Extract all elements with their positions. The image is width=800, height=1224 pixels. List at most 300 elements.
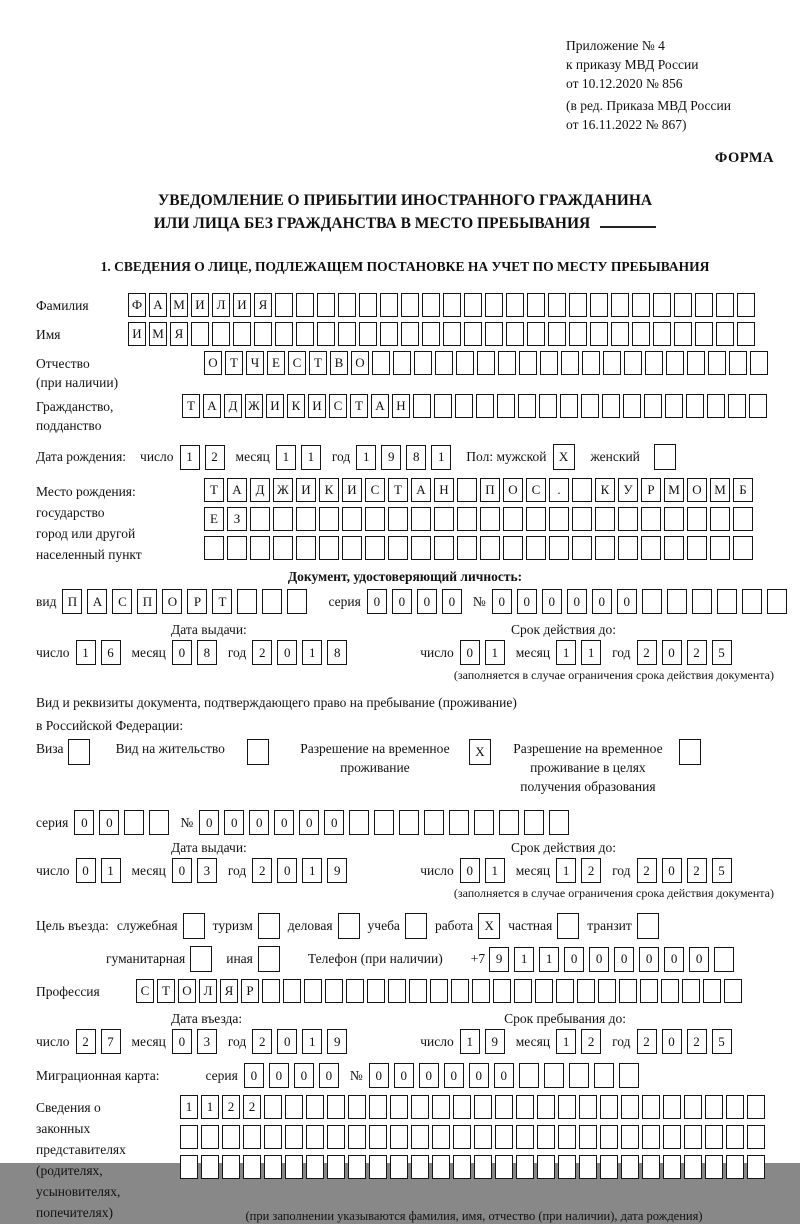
char-cell[interactable] xyxy=(485,293,503,317)
char-cell[interactable] xyxy=(457,536,477,560)
char-cell[interactable]: 2 xyxy=(687,858,707,883)
char-cell[interactable] xyxy=(506,322,524,346)
char-cell[interactable] xyxy=(556,979,574,1003)
char-cell[interactable] xyxy=(485,322,503,346)
char-cell[interactable] xyxy=(703,979,721,1003)
char-cell[interactable] xyxy=(524,810,544,835)
char-cell[interactable] xyxy=(493,979,511,1003)
char-cell[interactable]: Е xyxy=(204,507,224,531)
char-cell[interactable]: X xyxy=(553,444,575,470)
char-cell[interactable]: 1 xyxy=(76,640,96,665)
char-cell[interactable]: С xyxy=(112,589,132,614)
char-cell[interactable]: Ч xyxy=(246,351,264,375)
char-cell[interactable] xyxy=(495,1125,513,1149)
char-cell[interactable] xyxy=(640,979,658,1003)
char-cell[interactable] xyxy=(641,536,661,560)
char-cell[interactable] xyxy=(724,979,742,1003)
char-cell[interactable] xyxy=(399,810,419,835)
char-cell[interactable] xyxy=(296,507,316,531)
char-cell[interactable] xyxy=(348,1125,366,1149)
char-cell[interactable]: 2 xyxy=(687,640,707,665)
char-cell[interactable]: Р xyxy=(241,979,259,1003)
char-cell[interactable] xyxy=(222,1155,240,1179)
char-cell[interactable] xyxy=(283,979,301,1003)
char-cell[interactable] xyxy=(733,536,753,560)
char-cell[interactable] xyxy=(644,394,662,418)
char-cell[interactable] xyxy=(474,1155,492,1179)
char-cell[interactable]: Л xyxy=(212,293,230,317)
char-cell[interactable]: 0 xyxy=(324,810,344,835)
char-cell[interactable] xyxy=(603,351,621,375)
char-cell[interactable] xyxy=(716,322,734,346)
char-cell[interactable] xyxy=(443,293,461,317)
char-cell[interactable] xyxy=(705,1155,723,1179)
char-cell[interactable]: Р xyxy=(641,478,661,502)
char-cell[interactable]: О xyxy=(178,979,196,1003)
char-cell[interactable] xyxy=(435,351,453,375)
char-cell[interactable]: Л xyxy=(199,979,217,1003)
char-cell[interactable] xyxy=(726,1095,744,1119)
char-cell[interactable] xyxy=(273,507,293,531)
char-cell[interactable]: С xyxy=(365,478,385,502)
char-cell[interactable]: 1 xyxy=(302,1029,322,1054)
char-cell[interactable]: 1 xyxy=(431,445,451,470)
char-cell[interactable]: 2 xyxy=(76,1029,96,1054)
char-cell[interactable]: 0 xyxy=(662,640,682,665)
char-cell[interactable] xyxy=(327,1125,345,1149)
char-cell[interactable] xyxy=(180,1125,198,1149)
char-cell[interactable]: 0 xyxy=(76,858,96,883)
char-cell[interactable]: 1 xyxy=(302,640,322,665)
char-cell[interactable]: М xyxy=(149,322,167,346)
char-cell[interactable] xyxy=(569,1063,589,1088)
char-cell[interactable] xyxy=(327,1095,345,1119)
char-cell[interactable] xyxy=(190,946,212,972)
char-cell[interactable]: И xyxy=(296,478,316,502)
char-cell[interactable]: 0 xyxy=(277,858,297,883)
char-cell[interactable]: 0 xyxy=(517,589,537,614)
char-cell[interactable]: 1 xyxy=(556,858,576,883)
char-cell[interactable] xyxy=(674,293,692,317)
char-cell[interactable]: 1 xyxy=(539,947,559,972)
char-cell[interactable] xyxy=(623,394,641,418)
char-cell[interactable]: 2 xyxy=(637,858,657,883)
char-cell[interactable] xyxy=(665,394,683,418)
char-cell[interactable]: 3 xyxy=(197,1029,217,1054)
char-cell[interactable] xyxy=(519,351,537,375)
char-cell[interactable] xyxy=(180,1155,198,1179)
char-cell[interactable]: 0 xyxy=(417,589,437,614)
char-cell[interactable] xyxy=(201,1125,219,1149)
char-cell[interactable] xyxy=(663,1095,681,1119)
char-cell[interactable]: 0 xyxy=(394,1063,414,1088)
char-cell[interactable] xyxy=(250,507,270,531)
char-cell[interactable] xyxy=(296,322,314,346)
char-cell[interactable] xyxy=(682,979,700,1003)
char-cell[interactable]: 0 xyxy=(589,947,609,972)
char-cell[interactable] xyxy=(388,979,406,1003)
char-cell[interactable] xyxy=(687,507,707,531)
char-cell[interactable]: 2 xyxy=(581,1029,601,1054)
char-cell[interactable] xyxy=(348,1095,366,1119)
char-cell[interactable] xyxy=(285,1155,303,1179)
char-cell[interactable] xyxy=(264,1155,282,1179)
char-cell[interactable] xyxy=(250,536,270,560)
char-cell[interactable] xyxy=(365,536,385,560)
char-cell[interactable]: 0 xyxy=(74,810,94,835)
char-cell[interactable]: 2 xyxy=(637,640,657,665)
char-cell[interactable] xyxy=(434,536,454,560)
char-cell[interactable] xyxy=(716,293,734,317)
char-cell[interactable]: 0 xyxy=(299,810,319,835)
char-cell[interactable] xyxy=(317,293,335,317)
char-cell[interactable]: А xyxy=(203,394,221,418)
char-cell[interactable]: Т xyxy=(157,979,175,1003)
char-cell[interactable] xyxy=(572,507,592,531)
char-cell[interactable] xyxy=(422,293,440,317)
char-cell[interactable] xyxy=(684,1155,702,1179)
char-cell[interactable] xyxy=(287,589,307,614)
char-cell[interactable] xyxy=(393,351,411,375)
char-cell[interactable] xyxy=(388,507,408,531)
char-cell[interactable] xyxy=(243,1125,261,1149)
char-cell[interactable] xyxy=(695,293,713,317)
char-cell[interactable] xyxy=(645,351,663,375)
char-cell[interactable]: С xyxy=(526,478,546,502)
char-cell[interactable]: 1 xyxy=(301,445,321,470)
char-cell[interactable] xyxy=(480,536,500,560)
char-cell[interactable]: 2 xyxy=(252,858,272,883)
char-cell[interactable] xyxy=(526,507,546,531)
char-cell[interactable] xyxy=(495,1155,513,1179)
char-cell[interactable]: М xyxy=(710,478,730,502)
char-cell[interactable] xyxy=(632,293,650,317)
char-cell[interactable] xyxy=(535,979,553,1003)
char-cell[interactable] xyxy=(457,507,477,531)
char-cell[interactable] xyxy=(705,1095,723,1119)
char-cell[interactable]: 0 xyxy=(172,1029,192,1054)
char-cell[interactable] xyxy=(537,1125,555,1149)
char-cell[interactable]: Ж xyxy=(273,478,293,502)
char-cell[interactable] xyxy=(319,536,339,560)
char-cell[interactable]: П xyxy=(62,589,82,614)
char-cell[interactable] xyxy=(348,1155,366,1179)
char-cell[interactable] xyxy=(679,739,701,765)
char-cell[interactable]: Т xyxy=(182,394,200,418)
char-cell[interactable] xyxy=(710,507,730,531)
char-cell[interactable]: М xyxy=(664,478,684,502)
char-cell[interactable]: 9 xyxy=(489,947,509,972)
char-cell[interactable] xyxy=(464,293,482,317)
char-cell[interactable]: 1 xyxy=(180,1095,198,1119)
char-cell[interactable]: У xyxy=(618,478,638,502)
char-cell[interactable] xyxy=(359,293,377,317)
char-cell[interactable] xyxy=(549,810,569,835)
char-cell[interactable]: X xyxy=(469,739,491,765)
char-cell[interactable] xyxy=(296,293,314,317)
char-cell[interactable]: Т xyxy=(204,478,224,502)
char-cell[interactable]: Д xyxy=(250,478,270,502)
char-cell[interactable] xyxy=(686,394,704,418)
char-cell[interactable] xyxy=(544,1063,564,1088)
char-cell[interactable]: Т xyxy=(212,589,232,614)
char-cell[interactable] xyxy=(516,1155,534,1179)
char-cell[interactable]: 0 xyxy=(369,1063,389,1088)
char-cell[interactable] xyxy=(346,979,364,1003)
char-cell[interactable] xyxy=(729,351,747,375)
char-cell[interactable] xyxy=(243,1155,261,1179)
char-cell[interactable] xyxy=(380,293,398,317)
char-cell[interactable] xyxy=(451,979,469,1003)
char-cell[interactable]: 0 xyxy=(269,1063,289,1088)
char-cell[interactable]: 1 xyxy=(302,858,322,883)
char-cell[interactable]: 1 xyxy=(101,858,121,883)
char-cell[interactable] xyxy=(742,589,762,614)
char-cell[interactable] xyxy=(637,913,659,939)
char-cell[interactable] xyxy=(183,913,205,939)
char-cell[interactable] xyxy=(611,322,629,346)
char-cell[interactable] xyxy=(464,322,482,346)
char-cell[interactable]: Т xyxy=(388,478,408,502)
char-cell[interactable] xyxy=(557,913,579,939)
char-cell[interactable] xyxy=(296,536,316,560)
char-cell[interactable] xyxy=(204,536,224,560)
char-cell[interactable] xyxy=(369,1155,387,1179)
char-cell[interactable]: 0 xyxy=(460,640,480,665)
char-cell[interactable]: Т xyxy=(350,394,368,418)
char-cell[interactable]: 0 xyxy=(294,1063,314,1088)
char-cell[interactable] xyxy=(653,293,671,317)
char-cell[interactable] xyxy=(642,1155,660,1179)
char-cell[interactable] xyxy=(726,1155,744,1179)
char-cell[interactable] xyxy=(264,1125,282,1149)
char-cell[interactable] xyxy=(201,1155,219,1179)
char-cell[interactable]: 0 xyxy=(172,858,192,883)
char-cell[interactable] xyxy=(401,322,419,346)
char-cell[interactable]: Я xyxy=(220,979,238,1003)
char-cell[interactable] xyxy=(68,739,90,765)
char-cell[interactable] xyxy=(581,394,599,418)
char-cell[interactable] xyxy=(549,536,569,560)
char-cell[interactable] xyxy=(254,322,272,346)
char-cell[interactable] xyxy=(306,1155,324,1179)
char-cell[interactable]: 2 xyxy=(252,1029,272,1054)
char-cell[interactable] xyxy=(590,293,608,317)
char-cell[interactable]: Я xyxy=(170,322,188,346)
char-cell[interactable] xyxy=(411,1155,429,1179)
char-cell[interactable]: 5 xyxy=(712,858,732,883)
char-cell[interactable]: 0 xyxy=(444,1063,464,1088)
char-cell[interactable] xyxy=(664,507,684,531)
char-cell[interactable]: П xyxy=(137,589,157,614)
char-cell[interactable]: 0 xyxy=(662,1029,682,1054)
char-cell[interactable] xyxy=(594,1063,614,1088)
char-cell[interactable] xyxy=(499,810,519,835)
char-cell[interactable]: И xyxy=(233,293,251,317)
char-cell[interactable] xyxy=(411,507,431,531)
char-cell[interactable] xyxy=(443,322,461,346)
char-cell[interactable] xyxy=(710,536,730,560)
char-cell[interactable] xyxy=(737,322,755,346)
char-cell[interactable]: О xyxy=(687,478,707,502)
char-cell[interactable] xyxy=(359,322,377,346)
char-cell[interactable] xyxy=(275,293,293,317)
char-cell[interactable]: Я xyxy=(254,293,272,317)
char-cell[interactable]: 0 xyxy=(224,810,244,835)
char-cell[interactable]: 9 xyxy=(485,1029,505,1054)
char-cell[interactable] xyxy=(388,536,408,560)
char-cell[interactable] xyxy=(264,1095,282,1119)
char-cell[interactable] xyxy=(390,1095,408,1119)
char-cell[interactable] xyxy=(540,351,558,375)
char-cell[interactable]: О xyxy=(204,351,222,375)
char-cell[interactable] xyxy=(455,394,473,418)
char-cell[interactable]: 0 xyxy=(662,858,682,883)
char-cell[interactable] xyxy=(432,1095,450,1119)
char-cell[interactable] xyxy=(666,351,684,375)
char-cell[interactable] xyxy=(714,947,734,972)
char-cell[interactable]: Ж xyxy=(245,394,263,418)
char-cell[interactable] xyxy=(569,322,587,346)
char-cell[interactable] xyxy=(409,979,427,1003)
char-cell[interactable]: X xyxy=(478,913,500,939)
char-cell[interactable]: 2 xyxy=(222,1095,240,1119)
char-cell[interactable] xyxy=(327,1155,345,1179)
char-cell[interactable] xyxy=(558,1155,576,1179)
char-cell[interactable] xyxy=(474,810,494,835)
char-cell[interactable]: 2 xyxy=(637,1029,657,1054)
char-cell[interactable] xyxy=(708,351,726,375)
char-cell[interactable]: 0 xyxy=(567,589,587,614)
char-cell[interactable]: М xyxy=(170,293,188,317)
char-cell[interactable] xyxy=(338,293,356,317)
char-cell[interactable] xyxy=(526,536,546,560)
char-cell[interactable]: 0 xyxy=(277,640,297,665)
char-cell[interactable]: 1 xyxy=(460,1029,480,1054)
char-cell[interactable] xyxy=(619,1063,639,1088)
char-cell[interactable]: К xyxy=(319,478,339,502)
char-cell[interactable]: А xyxy=(371,394,389,418)
char-cell[interactable] xyxy=(579,1155,597,1179)
char-cell[interactable] xyxy=(518,394,536,418)
char-cell[interactable] xyxy=(453,1095,471,1119)
char-cell[interactable] xyxy=(537,1095,555,1119)
char-cell[interactable] xyxy=(598,979,616,1003)
char-cell[interactable] xyxy=(472,979,490,1003)
char-cell[interactable]: И xyxy=(128,322,146,346)
char-cell[interactable] xyxy=(707,394,725,418)
char-cell[interactable] xyxy=(149,810,169,835)
char-cell[interactable]: И xyxy=(342,478,362,502)
char-cell[interactable] xyxy=(457,478,477,502)
char-cell[interactable]: 0 xyxy=(99,810,119,835)
char-cell[interactable] xyxy=(503,507,523,531)
char-cell[interactable] xyxy=(390,1125,408,1149)
char-cell[interactable] xyxy=(642,1125,660,1149)
char-cell[interactable] xyxy=(663,1155,681,1179)
char-cell[interactable] xyxy=(369,1095,387,1119)
char-cell[interactable]: 0 xyxy=(617,589,637,614)
char-cell[interactable]: Р xyxy=(187,589,207,614)
char-cell[interactable]: Д xyxy=(224,394,242,418)
char-cell[interactable] xyxy=(503,536,523,560)
char-cell[interactable] xyxy=(590,322,608,346)
char-cell[interactable] xyxy=(456,351,474,375)
char-cell[interactable]: А xyxy=(411,478,431,502)
char-cell[interactable] xyxy=(641,507,661,531)
char-cell[interactable]: 1 xyxy=(556,1029,576,1054)
char-cell[interactable] xyxy=(306,1125,324,1149)
char-cell[interactable] xyxy=(539,394,557,418)
char-cell[interactable] xyxy=(474,1095,492,1119)
char-cell[interactable] xyxy=(667,589,687,614)
char-cell[interactable] xyxy=(212,322,230,346)
char-cell[interactable] xyxy=(317,322,335,346)
char-cell[interactable] xyxy=(306,1095,324,1119)
char-cell[interactable] xyxy=(750,351,768,375)
char-cell[interactable] xyxy=(495,1095,513,1119)
char-cell[interactable] xyxy=(621,1125,639,1149)
char-cell[interactable]: 2 xyxy=(252,640,272,665)
char-cell[interactable]: О xyxy=(162,589,182,614)
char-cell[interactable] xyxy=(365,507,385,531)
char-cell[interactable] xyxy=(602,394,620,418)
char-cell[interactable] xyxy=(560,394,578,418)
char-cell[interactable] xyxy=(449,810,469,835)
char-cell[interactable] xyxy=(737,293,755,317)
char-cell[interactable] xyxy=(413,394,431,418)
char-cell[interactable]: 0 xyxy=(460,858,480,883)
char-cell[interactable] xyxy=(728,394,746,418)
char-cell[interactable] xyxy=(653,322,671,346)
char-cell[interactable]: 2 xyxy=(243,1095,261,1119)
char-cell[interactable] xyxy=(749,394,767,418)
char-cell[interactable] xyxy=(663,1125,681,1149)
char-cell[interactable] xyxy=(595,536,615,560)
char-cell[interactable] xyxy=(285,1125,303,1149)
char-cell[interactable] xyxy=(434,507,454,531)
char-cell[interactable]: 7 xyxy=(101,1029,121,1054)
char-cell[interactable] xyxy=(527,322,545,346)
char-cell[interactable]: 1 xyxy=(556,640,576,665)
char-cell[interactable]: И xyxy=(191,293,209,317)
char-cell[interactable]: . xyxy=(549,478,569,502)
char-cell[interactable] xyxy=(262,589,282,614)
char-cell[interactable] xyxy=(411,1095,429,1119)
char-cell[interactable] xyxy=(474,1125,492,1149)
char-cell[interactable] xyxy=(319,507,339,531)
char-cell[interactable]: 1 xyxy=(276,445,296,470)
char-cell[interactable]: 0 xyxy=(542,589,562,614)
char-cell[interactable] xyxy=(262,979,280,1003)
char-cell[interactable] xyxy=(577,979,595,1003)
char-cell[interactable] xyxy=(432,1125,450,1149)
char-cell[interactable]: 1 xyxy=(356,445,376,470)
char-cell[interactable]: З xyxy=(227,507,247,531)
char-cell[interactable] xyxy=(498,351,516,375)
char-cell[interactable]: 0 xyxy=(277,1029,297,1054)
char-cell[interactable] xyxy=(414,351,432,375)
char-cell[interactable] xyxy=(569,293,587,317)
char-cell[interactable] xyxy=(191,322,209,346)
char-cell[interactable] xyxy=(618,507,638,531)
char-cell[interactable] xyxy=(726,1125,744,1149)
char-cell[interactable]: К xyxy=(595,478,615,502)
char-cell[interactable]: Б xyxy=(733,478,753,502)
char-cell[interactable] xyxy=(349,810,369,835)
char-cell[interactable] xyxy=(367,979,385,1003)
char-cell[interactable] xyxy=(480,507,500,531)
